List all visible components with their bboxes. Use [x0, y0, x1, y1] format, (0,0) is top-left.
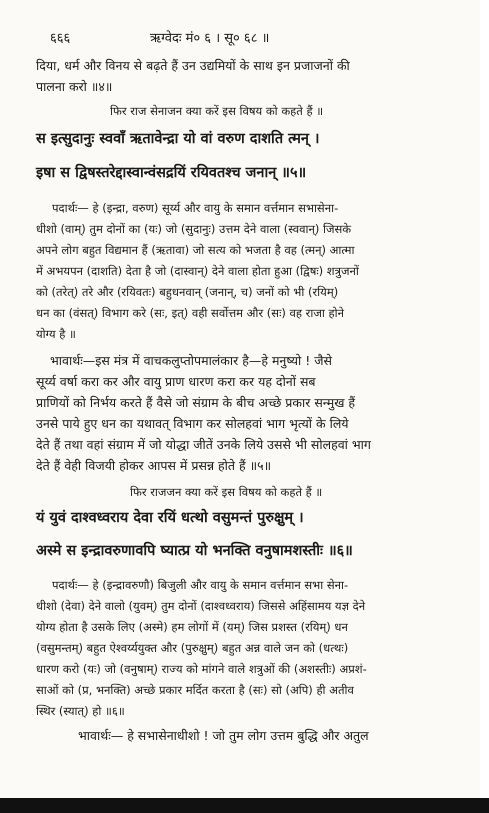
padartha-line: को (तरेत्) तरे और (रयिवतः) बहुधनवान् (जनान्, च) जनों को भी (रयिम्)	[36, 285, 339, 299]
padartha-line: धीशो (वाम्) तुम दोनों का (यः) जो (सुदानुः) उत्तम देने वाला (स्ववान्) जिसके	[36, 222, 352, 236]
padartha-line: पदार्थः— हे (इन्द्रा, वरुण) सूर्य्य और वायु के समान वर्त्तमान सभासेना-	[52, 201, 339, 215]
bhavartha-line: प्राणियों को निर्भय करते हैं वैसे जो संग्राम के बीच अच्छे प्रकार सन्मुख हैं	[36, 395, 356, 410]
padartha-line: धीशो (देवा) देने वालो (युवम्) तुम दोनों (दाश्वध्वराय) जिससे अहिंसामय यज्ञ देने	[36, 599, 366, 613]
padartha-line: योग्य है ॥	[36, 327, 76, 341]
padartha-line: धन का (वंसत्) विभाग करे (सः, इत्) वही सर्वोत्तम और (सः) वह राजा होने	[36, 306, 345, 320]
padartha-line: में अभयपन (दाशति) देता है जो (दास्वान्) देने वाला होता हुआ (द्विषः) शत्रुजनों	[36, 264, 359, 278]
bhavartha-line: भावार्थः—इस मंत्र में वाचकलुप्तोपमालंकार है—हे मनुष्यो ! जैसे	[50, 353, 332, 368]
padartha-line: योग्य होता है उसके लिए (अस्मे) हम लोगों में (यम्) जिस प्रशस्त (रयिम्) धन	[36, 620, 348, 634]
bhavartha-line: भावार्थः— हे सभासेनाधीशो ! जो तुम लोग उत्तम बुद्धि और अतुल	[78, 728, 369, 743]
mantra-line: इषा स द्विषस्तरेद्दास्वान्वंसद्रयिं रयिवतश्च जनान् ॥५॥	[36, 165, 307, 181]
padartha-line: धारण करो (यः) जो (वनुषाम्) राज्य को मांगने वाले शत्रुओं की (अशस्तीः) अप्रशं-	[36, 662, 367, 676]
text-line: पालना करो ॥४॥	[36, 79, 113, 94]
mantra-line: यं युवं दाश्वध्वराय देवा रयिं धत्थो वसुमन्तं पुरुक्षुम् ।	[36, 510, 304, 526]
padartha-line: अपने लोग बहुत विद्यमान हैं (ऋतावा) जो सत्य को भजता है वह (त्मन्) आत्मा	[36, 243, 355, 257]
page-edge	[480, 0, 489, 813]
padartha-line: साओं को (प्र, भनक्ति) अच्छे प्रकार मर्दित करता है (सः) सो (अपि) ही अतीव	[36, 683, 354, 697]
padartha-line: पदार्थः— हे (इन्द्रावरुणौ) बिजुली और वायु के समान वर्त्तमान सभा सेना-	[52, 578, 349, 592]
bhavartha-line: देते हैं तथा वहां संग्राम में जो योद्धा जीतें उनके लिये उससे भी सोलहवां भाग	[36, 437, 371, 452]
mantra-line: अस्मे स इन्द्रावरुणावपि ष्यात्प्र यो भनक्ति वनुषामशस्तीः ॥६॥	[36, 543, 353, 559]
padartha-line: (वसुमन्तम्) बहुत ऐश्वर्य्ययुक्त और (पुरुक्षुम्) बहुत अन्न वाले जन को (धत्थः)	[36, 641, 349, 655]
padartha-line: स्थिर (स्यात्) हो ॥६॥	[36, 704, 125, 718]
running-head: ऋग्वेदः मं० ६ । सू० ६८ ॥	[150, 31, 270, 46]
bhavartha-line: उनसे पाये हुए धन का यथावत् विभाग कर सोलहवां भाग भृत्यों के लिये	[36, 416, 349, 431]
mantra-line: स इत्सुदानुः स्ववाँ ऋतावेन्द्रा यो वां वरुण दाशति त्मन् ।	[36, 131, 320, 147]
page-number: ६६६	[50, 31, 71, 46]
scan-bottom-edge	[0, 798, 489, 813]
bhavartha-line: सूर्य्य वर्षा करा कर और वायु प्राण धारण करा कर यह दोनों सब	[36, 374, 316, 389]
text-line: दिया, धर्म और विनय से बढ़ते हैं उन उद्यमियों के साथ इन प्रजाजनों की	[36, 58, 350, 73]
section-intro: फिर राजजन क्या करें इस विषय को कहते हैं ॥	[130, 485, 323, 499]
bhavartha-line: देते हैं वेही विजयी होकर आपस में प्रसन्न होते हैं ॥५॥	[36, 458, 272, 473]
section-intro: फिर राज सेनाजन क्या करें इस विषय को कहते हैं ॥	[110, 104, 324, 118]
